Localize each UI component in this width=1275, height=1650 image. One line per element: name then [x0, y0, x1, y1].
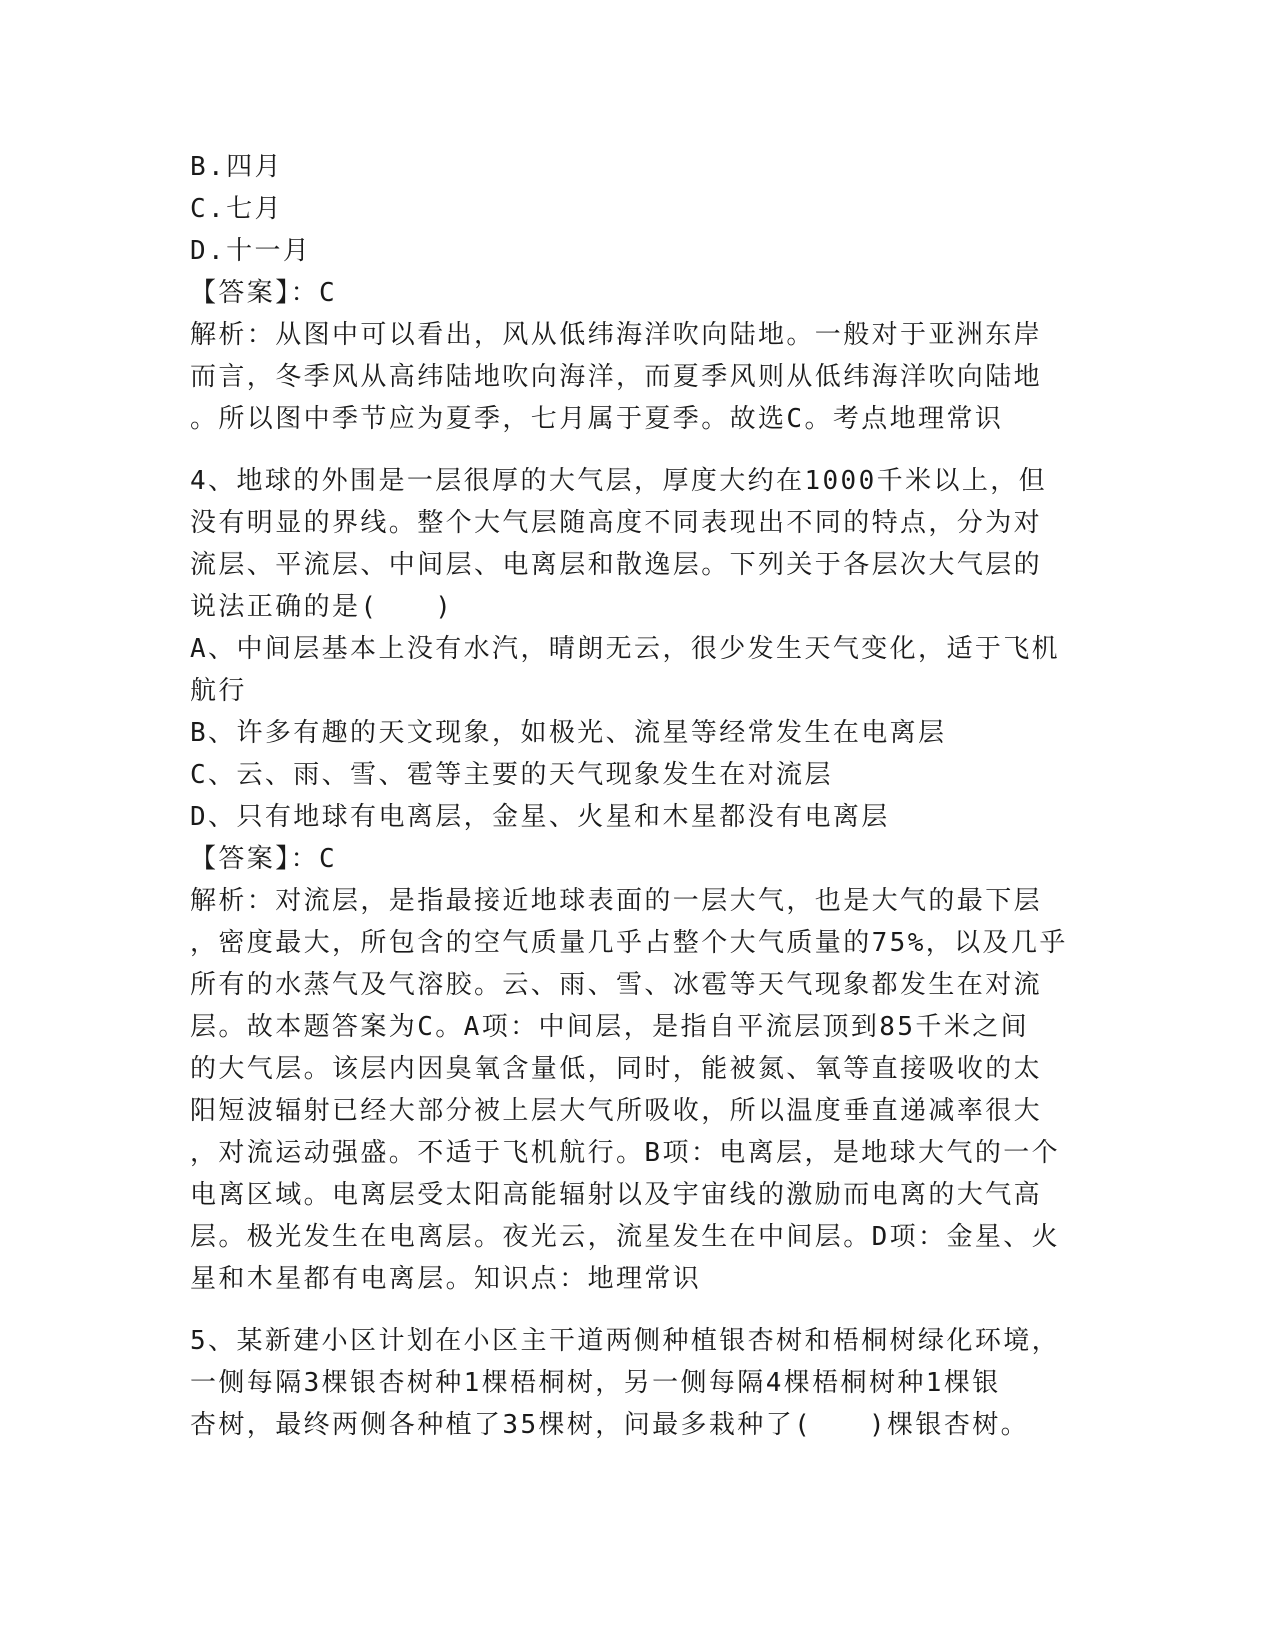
- answer-line: 【答案】：C: [190, 278, 338, 308]
- analysis-line: ，对流运动强盛。不适于飞机航行。B项：电离层，是地球大气的一个: [190, 1138, 1061, 1168]
- analysis-line: 而言，冬季风从高纬陆地吹向海洋，而夏季风则从低纬海洋吹向陆地: [190, 362, 1043, 392]
- question-stem-line: 没有明显的界线。整个大气层随高度不同表现出不同的特点，分为对: [190, 508, 1043, 538]
- option-c: C、云、雨、雪、雹等主要的天气现象发生在对流层: [190, 760, 833, 790]
- analysis-line: 层。极光发生在电离层。夜光云，流星发生在中间层。D项：金星、火: [190, 1222, 1061, 1252]
- question-5-block: [190, 1320, 1090, 1446]
- analysis-line: 所有的水蒸气及气溶胶。云、雨、雪、冰雹等天气现象都发生在对流: [190, 970, 1043, 1000]
- previous-question-block: [190, 146, 1090, 440]
- document-page: [190, 146, 1090, 1446]
- analysis-line: ，密度最大，所包含的空气质量几乎占整个大气质量的75%，以及几乎: [190, 928, 1068, 958]
- question-stem-line: 说法正确的是( ): [190, 592, 454, 622]
- analysis-line: 电离区域。电离层受太阳高能辐射以及宇宙线的激励而电离的大气高: [190, 1180, 1043, 1210]
- analysis-line: 。所以图中季节应为夏季，七月属于夏季。故选C。考点地理常识: [190, 404, 1004, 434]
- analysis-line: 解析：从图中可以看出，风从低纬海洋吹向陆地。一般对于亚洲东岸: [190, 320, 1043, 350]
- option-a-continued: 航行: [190, 676, 247, 706]
- option-d: D、只有地球有电离层，金星、火星和木星都没有电离层: [190, 802, 890, 832]
- option-d: D.十一月: [190, 236, 312, 266]
- option-b: B、许多有趣的天文现象，如极光、流星等经常发生在电离层: [190, 718, 947, 748]
- analysis-line: 的大气层。该层内因臭氧含量低，同时，能被氮、氧等直接吸收的太: [190, 1054, 1043, 1084]
- option-c: C.七月: [190, 194, 283, 224]
- analysis-line: 层。故本题答案为C。A项：中间层，是指自平流层顶到85千米之间: [190, 1012, 1030, 1042]
- analysis-line: 解析：对流层，是指最接近地球表面的一层大气，也是大气的最下层: [190, 886, 1043, 916]
- question-stem-line: 一侧每隔3棵银杏树种1棵梧桐树，另一侧每隔4棵梧桐树种1棵银: [190, 1368, 1001, 1398]
- analysis-line: 阳短波辐射已经大部分被上层大气所吸收，所以温度垂直递减率很大: [190, 1096, 1043, 1126]
- question-4-block: [190, 460, 1090, 1300]
- answer-line: 【答案】：C: [190, 844, 338, 874]
- question-stem-line: 4、地球的外围是一层很厚的大气层，厚度大约在1000千米以上，但: [190, 466, 1048, 496]
- analysis-line: 星和木星都有电离层。知识点：地理常识: [190, 1264, 702, 1294]
- section-gap: [190, 1300, 1090, 1320]
- option-b: B.四月: [190, 152, 283, 182]
- section-gap: [190, 440, 1090, 460]
- question-stem-line: 5、某新建小区计划在小区主干道两侧种植银杏树和梧桐树绿化环境，: [190, 1326, 1061, 1356]
- option-a: A、中间层基本上没有水汽，晴朗无云，很少发生天气变化，适于飞机: [190, 634, 1061, 664]
- question-stem-line: 流层、平流层、中间层、电离层和散逸层。下列关于各层次大气层的: [190, 550, 1043, 580]
- question-stem-line: 杏树，最终两侧各种植了35棵树，问最多栽种了( )棵银杏树。: [190, 1410, 1030, 1440]
